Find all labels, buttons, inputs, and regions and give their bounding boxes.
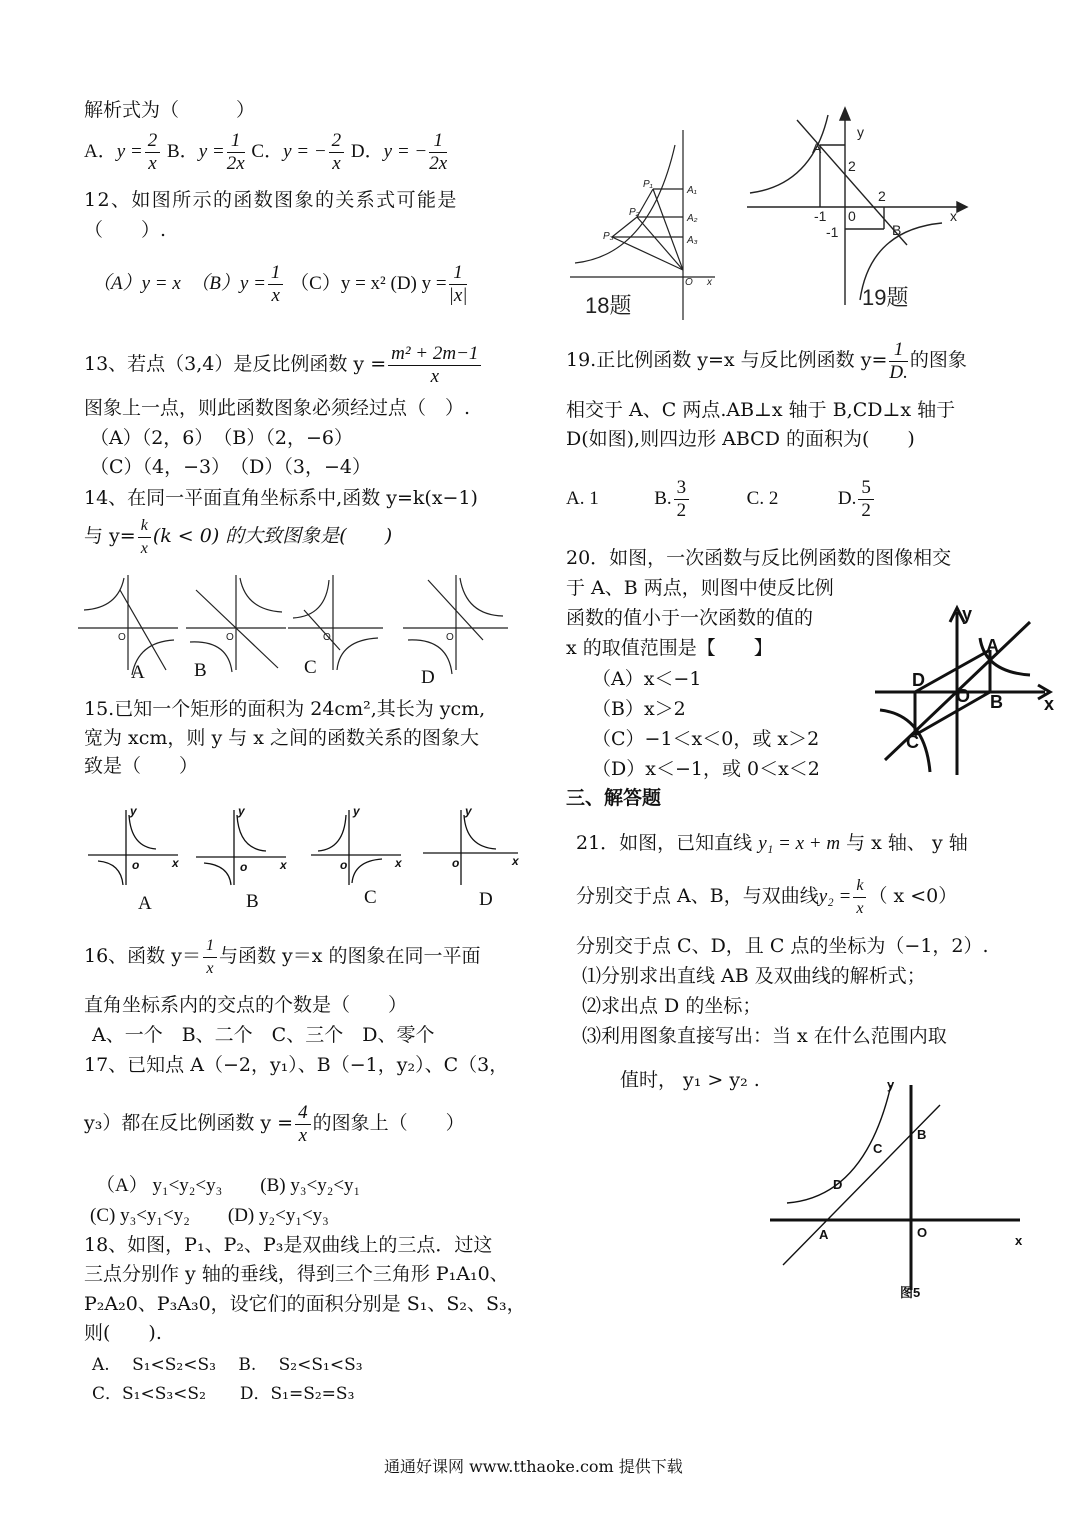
q18-options-2: C．S₁<S₃<S₂ D．S₁=S₂=S₃ <box>92 1384 355 1404</box>
q13-line-1 <box>84 340 483 388</box>
q21-line-2 <box>576 872 957 921</box>
fig19-y: y <box>857 124 864 140</box>
q16-options: A、一个 B、二个 C、三个 D、零个 <box>92 1024 435 1046</box>
fig20 <box>870 600 1070 778</box>
fig19-a: A <box>812 140 822 156</box>
fig18-label: 18题 <box>585 293 632 318</box>
q17-stem-end: 的图象上（ ） <box>312 1112 465 1134</box>
section-3-title: 三、解答题 <box>566 787 662 809</box>
q21-line-equation: y₁ = x + m <box>758 833 841 854</box>
q20-option-a: （A）x＜−1 <box>592 668 702 690</box>
q20-option-b: （B）x＞2 <box>592 698 686 720</box>
q21-subquestion-1: ⑴分别求出直线 AB 及双曲线的解析式； <box>582 965 926 987</box>
q18-line-4: 则( ). <box>84 1322 162 1344</box>
svg-text:x: x <box>172 856 179 870</box>
q14-line-2 <box>84 512 392 560</box>
q12-options <box>92 260 469 308</box>
q17-fraction: $\frac{4}{x}$ <box>295 1102 311 1147</box>
q19-fraction: $\frac{1}{D.}$ <box>889 338 908 383</box>
q11-option-d-y: y = − <box>383 141 428 162</box>
fig20-y: y <box>962 604 973 624</box>
fig20-d: D <box>912 670 925 690</box>
q13-line-2: 图象上一点，则此函数图象必须经过点（ ）. <box>84 397 471 419</box>
fig19-ym1: -1 <box>826 224 839 240</box>
q20-line-3: 函数的值小于一次函数的值的 <box>566 607 814 629</box>
svg-text:x: x <box>280 858 287 872</box>
fig20-a: A <box>986 636 999 656</box>
q19-stem-end: 的图象 <box>909 349 967 371</box>
q15-label-a: A <box>138 893 152 914</box>
q16-line-2: 直角坐标系内的交点的个数是（ ） <box>84 994 408 1016</box>
q19-stem: 19.正比例函数 y=x 与反比例函数 y= <box>566 349 888 371</box>
page-footer: 通通好课网 www.tthaoke.com 提供下载 <box>384 1457 683 1476</box>
fig19-b: B <box>892 222 902 238</box>
q15-label-c: C <box>364 887 377 908</box>
q21-fraction: $\frac{k}{x}$ <box>853 875 866 920</box>
q11-option-c-fraction: $\frac{2}{x}$ <box>329 130 345 175</box>
q14-line-1: 14、在同一平面直角坐标系中,函数 y=k(x−1) <box>84 487 478 509</box>
q15-line-1: 15.已知一个矩形的面积为 24cm²,其长为 ycm, <box>84 698 486 720</box>
q17-line-1: 17、已知点 A（−2，y₁）、B（−1，y₂）、C（3， <box>84 1054 509 1076</box>
q11-option-d-label: D． <box>350 141 384 162</box>
q19-line-2: 相交于 A、C 两点.AB⊥x 轴于 B,CD⊥x 轴于 <box>566 399 956 421</box>
svg-text:o: o <box>452 856 460 870</box>
q21-stem: 21．如图，已知直线 <box>576 832 753 854</box>
q19-option-b-label: B. <box>654 488 672 509</box>
q21-subquestion-3-cont: 值时， y₁ > y₂ . <box>620 1069 760 1091</box>
q12-option-d-fraction: $\frac{1}{|x|}$ <box>448 262 468 307</box>
svg-text:x: x <box>512 854 519 868</box>
q11-options <box>84 128 449 176</box>
q18-options-1: A. S₁<S₂<S₃ B. S₂<S₁<S₃ <box>92 1355 363 1375</box>
q13-stem: 13、若点（3,4）是反比例函数 y = <box>84 353 387 375</box>
fig19-x: x <box>950 208 957 224</box>
q19-option-d-fraction: $\frac{5}{2}$ <box>858 477 874 522</box>
fig18-o: O <box>685 277 693 288</box>
q14-stem-end: (k < 0) 的大致图象是( ) <box>152 525 393 547</box>
q18-line-1: 18、如图，P₁、P₂、P₃是双曲线上的三点．过这 <box>84 1234 493 1256</box>
svg-text:O: O <box>446 632 454 643</box>
q15-graphs <box>86 805 522 885</box>
fig19 <box>742 105 967 315</box>
q20-option-d: （D）x＜−1，或 0＜x＜2 <box>592 758 820 780</box>
fig18-p3: P₃ <box>603 231 614 242</box>
svg-text:y: y <box>238 804 245 818</box>
fig21-label: 图5 <box>900 1285 921 1300</box>
svg-text:o: o <box>132 858 140 872</box>
fig21-o: O <box>917 1225 928 1240</box>
q17-line-2 <box>84 1098 465 1148</box>
q11-option-c-label: C． <box>251 141 284 162</box>
q19-line-1 <box>566 336 967 384</box>
fig19-x2: 2 <box>878 188 886 204</box>
fig18-a3: A₃ <box>687 235 698 246</box>
q11-option-a-y: y = <box>116 141 143 162</box>
q11-option-b-label: B． <box>167 141 199 162</box>
q14-label-d: D <box>421 667 435 688</box>
fig19-xm1: -1 <box>814 208 827 224</box>
q21-subquestion-3: ⑶利用图象直接写出：当 x 在什么范围内取 <box>582 1025 947 1047</box>
q20-line-4: x 的取值范围是【 】 <box>566 637 773 659</box>
q15-label-b: B <box>246 891 259 912</box>
fig20-o: O <box>956 686 971 706</box>
q16-stem: 16、函数 y＝ <box>84 945 201 967</box>
fig18-p2: P₂ <box>629 207 640 218</box>
svg-text:o: o <box>340 858 348 872</box>
fig21 <box>765 1075 1035 1305</box>
q21-stem-end: 与 x 轴、 y 轴 <box>846 832 968 854</box>
q21-subquestion-2: ⑵求出点 D 的坐标； <box>582 995 762 1017</box>
q14-label-b: B <box>194 660 207 681</box>
q14-fraction: $\frac{k}{x}$ <box>138 515 151 560</box>
q21-stem-2: 分别交于点 A、B，与双曲线 <box>576 885 819 907</box>
q12-options-ab: （A）y = x （B）y = <box>92 273 266 294</box>
q15-line-3: 致是（ ） <box>84 755 199 777</box>
fig18-p1: P₁ <box>643 179 653 190</box>
svg-text:O: O <box>118 632 126 643</box>
q11-option-d-fraction: $\frac{1}{2x}$ <box>429 130 448 175</box>
q15-label-d: D <box>479 889 493 910</box>
q14-label-c: C <box>304 657 317 678</box>
q19-option-b-fraction: $\frac{3}{2}$ <box>674 477 690 522</box>
q20-line-2: 于 A、B 两点，则图中使反比例 <box>566 577 834 599</box>
q19-options <box>566 474 876 524</box>
q17-options-1: （A） y₁<y₂<y₃ (B) y₃<y₂<y₁ <box>96 1175 361 1196</box>
q11-option-a-label: A． <box>84 141 117 162</box>
q11-option-b-y: y = <box>198 141 225 162</box>
q11-stem: 解析式为（ ） <box>84 99 256 121</box>
q12-line-1: 12、如图所示的函数图象的关系式可能是 <box>84 189 458 211</box>
q11-option-c-y: y = − <box>283 141 327 162</box>
fig18-a1: A₁ <box>687 185 697 196</box>
svg-text:O: O <box>323 632 331 643</box>
q19-option-a: A. 1 <box>566 488 599 509</box>
q19-option-c: C. 2 <box>746 488 779 509</box>
svg-text:y: y <box>130 804 137 818</box>
q16-fraction: $\frac{1}{x}$ <box>203 935 217 980</box>
svg-text:o: o <box>240 860 248 874</box>
q21-stem-2-end: （ x <0） <box>868 885 958 907</box>
q15-line-2: 宽为 xcm，则 y 与 x 之间的函数关系的图象大 <box>84 727 480 749</box>
svg-text:y: y <box>353 804 360 818</box>
fig18-x: x <box>707 277 712 288</box>
q14-stem: 与 y= <box>84 525 136 547</box>
fig21-c: C <box>873 1141 883 1156</box>
fig21-b: B <box>917 1127 927 1142</box>
fig20-b: B <box>990 692 1003 712</box>
q18-line-2: 三点分别作 y 轴的垂线，得到三个三角形 P₁A₁0、 <box>84 1263 509 1285</box>
fig20-x: x <box>1044 694 1055 714</box>
q18-line-3: P₂A₂0、P₃A₃0，设它们的面积分别是 S₁、S₂、S₃， <box>84 1293 526 1315</box>
q11-option-a-fraction: $\frac{2}{x}$ <box>145 130 161 175</box>
fig19-origin: 0 <box>848 208 856 224</box>
q17-options-2: (C) y₃<y₁<y₂ (D) y₂<y₁<y₃ <box>90 1205 329 1226</box>
fig21-x: x <box>1015 1233 1023 1248</box>
q21-hyperbola-y2: y₂ = <box>818 886 852 907</box>
svg-text:O: O <box>226 632 234 643</box>
q19-option-d-label: D. <box>837 488 857 509</box>
q16-line-1 <box>84 932 480 980</box>
fig21-y: y <box>887 1077 895 1092</box>
q11-option-b-fraction: $\frac{1}{2x}$ <box>226 130 245 175</box>
q20-option-c: （C）−1＜x＜0，或 x＞2 <box>592 728 820 750</box>
fig21-d: D <box>833 1177 843 1192</box>
q17-stem: y₃）都在反比例函数 y = <box>84 1112 294 1134</box>
fig19-label: 19题 <box>862 285 909 310</box>
q12-option-b-fraction: $\frac{1}{x}$ <box>268 262 284 307</box>
q16-stem-end: 与函数 y＝x 的图象在同一平面 <box>218 945 481 967</box>
q21-line-3: 分别交于点 C、D，且 C 点的坐标为（−1，2）. <box>576 935 989 957</box>
q19-line-3: D(如图),则四边形 ABCD 的面积为( ) <box>566 428 915 450</box>
q21-line-1 <box>576 826 968 861</box>
q12-line-2: （ ）. <box>84 219 167 241</box>
q14-label-a: A <box>131 662 145 683</box>
fig21-a: A <box>819 1227 829 1242</box>
fig20-c: C <box>906 732 919 752</box>
fig19-y2: 2 <box>848 158 856 174</box>
fig18-a2: A₂ <box>687 213 698 224</box>
q13-fraction: $\frac{\text{m² + 2m−1}}{x}$ <box>388 343 481 388</box>
q20-line-1: 20．如图，一次函数与反比例函数的图像相交 <box>566 547 952 569</box>
q13-options-1: （A）（2，6） （B）（2，−6） <box>90 427 353 449</box>
fig18 <box>565 125 725 325</box>
svg-text:x: x <box>395 856 402 870</box>
svg-text:y: y <box>465 804 472 818</box>
q12-options-cd: （C）y = x² (D) y = <box>290 273 447 294</box>
q13-options-2: （C）（4，−3） （D）（3，−4） <box>90 456 371 478</box>
